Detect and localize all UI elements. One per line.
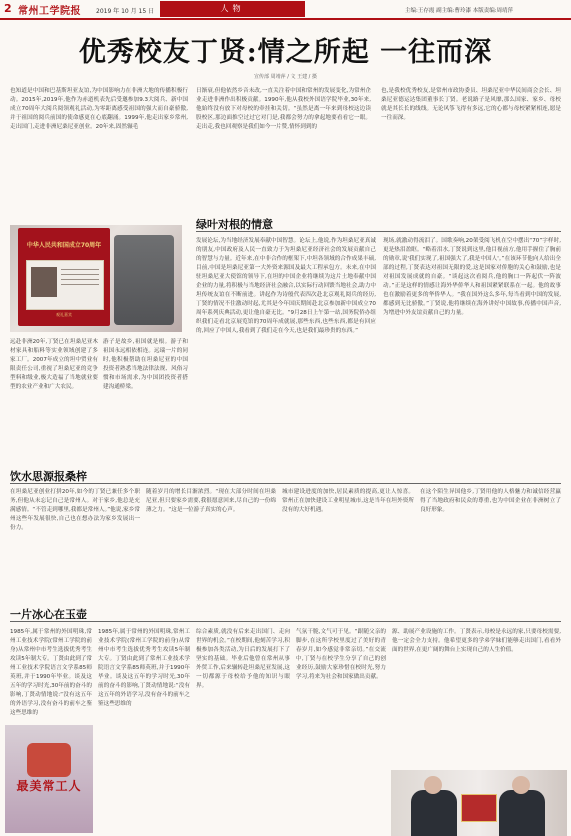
section1-col-2: 现场,就激动得流泪了。国歌奏响,20架受阅飞机在空中摆出“70”字样时,更是热泪盈眶。“略着泪水,丁贤说到这里,他目视前方,他用手握住了胸前的勋章,说'我们实现了,祖国强大了,我是中国人'。”在该环节他向人给出全部的过程,丁贤表达对祖国无限的爱,这是国家对侨胞的关心和鼓励,也是对祖国发展成就的自豪。“谈起这次看阅兵,他的胸口一阵起伏一阵波动。”正是这样的情感让海外华侨华人和祖国紧紧联系在一起。他的故事也在激励着更多的华侨华人。“我在国外这么多年,每当看到中国的发展,都感到无比骄傲。”丁贤说,他将继续在海外讲好中国故事,传播中国声音,为增进中外友谊贡献自己的力量。: [383, 238, 561, 316]
page-number: 2: [4, 2, 12, 15]
section2-col-2: 随着岁月的增长目渐浓烈。“现在大部分时间在坦桑尼亚,但只要家乡需要,我很愿意回来,尽自己的一份绵薄之力。“这是一位游子真实的心声。: [146, 489, 276, 513]
issue-date: 2019 年 10 月 15 日: [96, 8, 155, 15]
section1-rule: [196, 231, 561, 232]
article-byline: 宣传部 周靖萍 / 文 王建 / 摄: [254, 74, 317, 80]
heart-icon: [27, 743, 71, 777]
person-right: [499, 790, 545, 836]
photo-caption-col-1: 远赴非洲20年,丁贤已在坦桑尼亚木材家具和船料等实业领域创建了多家工厂。2007年成立的坦中贸业有限责任公司,重视了坦桑尼亚的竞争型料和级业,极大造福了当地就业要型的农业产业和广大农民。: [10, 339, 98, 390]
intro-col-1: 也知道是中国和巴基斯坦亚友谊,为中国影响力在非洲大地的传播积极行动。2015年,2019年,他作为赤道机表先后受邀参加9.3大阅兵、新中国成立70周年大阅兵阅领观礼活动,为零距离感受祖国的强大而自豪骄傲,并于祖国的阅兵前国的使命感更在心底翻涌。1999年,他走出家乡常州,走出国门,走进非洲尼桑尼亚创业。20年来,固然辗毛: [10, 88, 188, 130]
section3-intro: 1985年,属于常州的外国明珠,常州工业技术学院(常州工学院的前身)从常州中市考生选拔优秀考生攻读5年制大专。丁贤由此到了常州工业技术学院语言文学系85师英班,并于1990年毕业。谈及这五年的学习时光,30年前的奋斗的影响,丁贤动情地说:“没有这五年的外语学习,没有奋斗的前车之鉴这些思维的: [10, 629, 92, 716]
intro-col-2: 日渐衰,但他依然乡音未改,一直关注着中国和常州的发展变化,为常州企业走进非洲作出积极贡献。1990年,他从我校外国语学院毕业,30年来,他始终没有放下对母校的牵挂和关切。“虽然是离一年来到母校这边读股校区,那边面推空过过它对门是,我都会努力的拿起地要看看它一眼。走出走,我也回观察是我们如今一片赞,情怀到到的: [196, 88, 371, 130]
portrait-photo: [31, 267, 57, 297]
masthead: 常州工学院报: [18, 6, 81, 17]
person-left: [411, 790, 457, 836]
section3-col-1: 1985年,属于常州的外国明珠,常州工业技术学院(常州工学院的前身)从常州中市考生选拔优秀考生攻读5年制大专。丁贤由此到了常州工业技术学院语言文学系85师英班,并于1990年毕业。谈及这五年的学习时光,30年前的奋斗的影响,丁贤动情地说:“没有这五年的外语学习,没有奋斗的前车之鉴这些思维的: [98, 629, 190, 707]
certificate-label: 观礼嘉宾: [56, 312, 72, 317]
certificate-card: [26, 260, 104, 310]
header-rule: [0, 18, 571, 20]
shirt-background: [114, 235, 174, 325]
certificate-title: 中华人民共和国成立70周年: [26, 242, 102, 249]
article-headline: 优秀校友丁贤:情之所起 一往而深: [78, 37, 493, 68]
intro-col-3: 也,是我校优秀校友,是常州市政协委员、坦桑尼亚中华民间商会会长、坦桑尼亚德运达集团董事长丁贤。老说路子是风靡,那么国家、家乡、母校就是其长长的线线。无论风筝飞得有多远,它的心都与母校紧紧相连,愿是一往而深。: [381, 88, 561, 121]
section1-title: 绿叶对根的情意: [196, 218, 273, 231]
promo-label: 最美常工人: [16, 779, 82, 793]
photo-caption-col-2: 游子是故乡,祖国就是根。游子和祖国永远相依相连。远瑞一片的同时,他积极帮助在坦桑尼亚的中国投资者熟悉当地法律法规、风俗习惯和市场需求,为中国团投资者搭建沟通桥梁。: [103, 339, 188, 390]
section3-title: 一片冰心在玉壶: [10, 608, 87, 621]
section-banner: [160, 1, 305, 17]
photo-certificate: [10, 225, 182, 332]
section2-rule: [10, 483, 561, 484]
certificate-text-lines: [61, 269, 99, 289]
promo-box: [5, 725, 93, 833]
photo-award-ceremony: [391, 770, 567, 836]
person-right-head: [512, 776, 530, 794]
section2-title: 饮水思源报桑梓: [10, 470, 87, 483]
section3-rule: [10, 621, 561, 622]
person-left-head: [424, 776, 442, 794]
section2-col-3: 城市建设进度的加快,居民素质的提高,更让人惊喜。常州正在加快建设工业明星城市,这是当年在坦外资所没有的大好机遇。: [282, 489, 414, 513]
section3-col-2: 综合素质,就没有后来走出国门、走向世界的机会。”在校期间,他刻苦学习,积极参加各类活动,为日后的发展打下了坚实的基础。毕业后他曾在常州从事外贸工作,后来辗转赴坦桑尼亚发展,这一切都源于母校给予他的知识与眼界。: [196, 629, 290, 689]
award-frame: [461, 794, 497, 822]
section3-col-4: 源、助展产业设施的工作。丁贤表示,母校是永远的家,只要母校需要,他一定会全力支持。他希望更多的学弟学妹们能够走出国门,看看外面的世界,在更广阔的舞台上实现自己的人生价值。: [392, 629, 561, 653]
section1-col-1: 发展论坛,为当地经济发展奉献中国智慧。论坛上,他说,作为坦桑尼亚真诚的朋友,中国政府及人民一直致力于为坦桑尼亚经济社会的发展贡献自己的智慧与力量。近年来,在中非合作的框架下,中坦各领域的合作成果丰硕,目前,中国是坦桑尼亚第一大外资来源国及最大工程承包方。未来,在中国驻坦桑尼亚大使馆的领导下,在坦的中国企业将继续为这片土地奉献中国企业的力量,将积极与当地经济社会融合,以实际行动回馈当地社会,助力中坦传统友谊在不断前进。讲起作为诗般代表四次赴北京观礼阅兵的经历,丁贤的情况不住激动时起,尤其是今年国庆期间赴北京参加新中国成立70周年系列庆典活动,更让他自豪无比。“9月28日上午第一站,国务院侨办组织我们走看北京展览馆的70周年成就展,那些东西,也些东西,都是有回应的,回应了中国人,我看到了我们走在今天,也是我们最珍贵的东西。”: [196, 238, 376, 334]
section2-col-1: 在坦桑尼亚创业打拼20年,如今的丁贤已兼任多个职务,但他从未忘记自己是常州人。对于家乡,他总是充满感情。“不管走到哪里,我都是常州人。”他说,家乡常州这些年发展很快,自己也在想办法为家乡发展出一份力。: [10, 489, 140, 531]
section-label: 人物: [220, 4, 245, 13]
certificate: [18, 228, 110, 326]
section3-col-3: 气氛干脆,文气可于见。“跟随父亲的脚步,在这所学校里度过了美好的青春岁月,如今感觉非常亲切。”在交流中,丁贤与在校学生分享了自己的创业经历,鼓励大家珍惜在校时光,努力学习,将来为社会和国家做出贡献。: [296, 629, 386, 680]
editors-line: 主编:王存霞 副主编:曹玲漆 本版责编:周靖萍: [405, 8, 514, 14]
section2-col-4: 在这个陌生异国他乡,丁贤用他的人格魅力和诚信经营赢得了当地政府和民众的尊重,也为中国企业在非洲树立了良好形象。: [420, 489, 561, 513]
